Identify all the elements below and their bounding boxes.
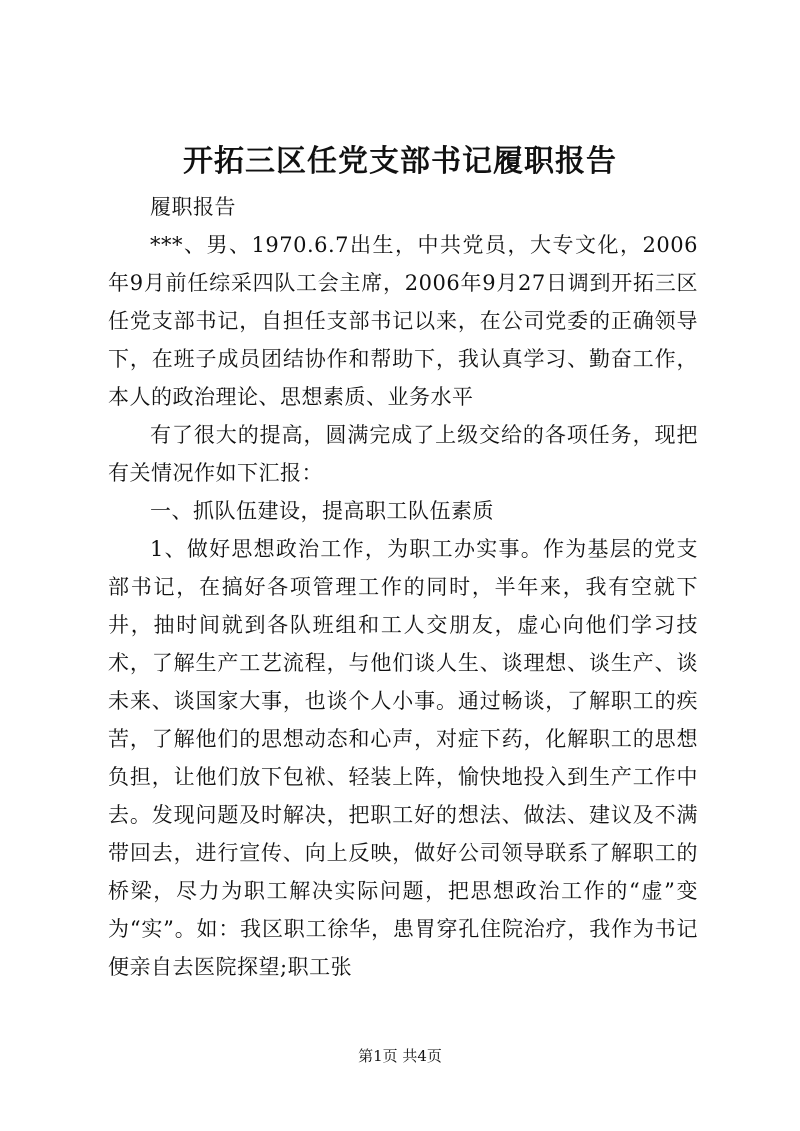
document-body [108, 188, 698, 986]
section-heading-team-building: 一、抓队伍建设，提高职工队伍素质 [150, 499, 494, 523]
paragraph-heading-report: 履职报告 [150, 195, 236, 219]
paragraph-ideological-work: 1、做好思想政治工作，为职工办实事。作为基层的党支部书记，在搞好各项管理工作的同时，半年来，我有空就下井，抽时间就到各队班组和工人交朋友，虚心向他们学习技术，了解生产工艺流程，与他们谈人生、谈理想、谈生产、谈未来、谈国家大事，也谈个人小事。通过畅谈，了解职工的疾苦，了解他们的思想动态和心声，对症下药，化解职工的思想负担，让他们放下包袱、轻装上阵，愉快地投入到生产工作中去。发现问题及时解决，把职工好的想法、做法、建议及不满带回去，进行宣传、向上反映，做好公司领导联系了解职工的桥梁，尽力为职工解决实际问题，把思想政治工作的“虚”变为“实”。如：我区职工徐华，患胃穿孔住院治疗，我作为书记便亲自去医院探望;职工张 [108, 537, 698, 979]
document-title: 开拓三区任党支部书记履职报告 [183, 144, 617, 179]
paragraph-summary: 有了很大的提高，圆满完成了上级交给的各项任务，现把有关情况作如下汇报： [108, 423, 698, 485]
page-footer: 第1页 共4页 [358, 1047, 442, 1065]
paragraph-intro: ***、男、1970.6.7出生，中共党员，大专文化，2006年9月前任综采四队工会主席，2006年9月27日调到开拓三区任党支部书记，自担任支部书记以来，在公司党委的正确领导下，在班子成员团结协作和帮助下，我认真学习、勤奋工作，本人的政治理论、思想素质、业务水平 [108, 233, 698, 409]
